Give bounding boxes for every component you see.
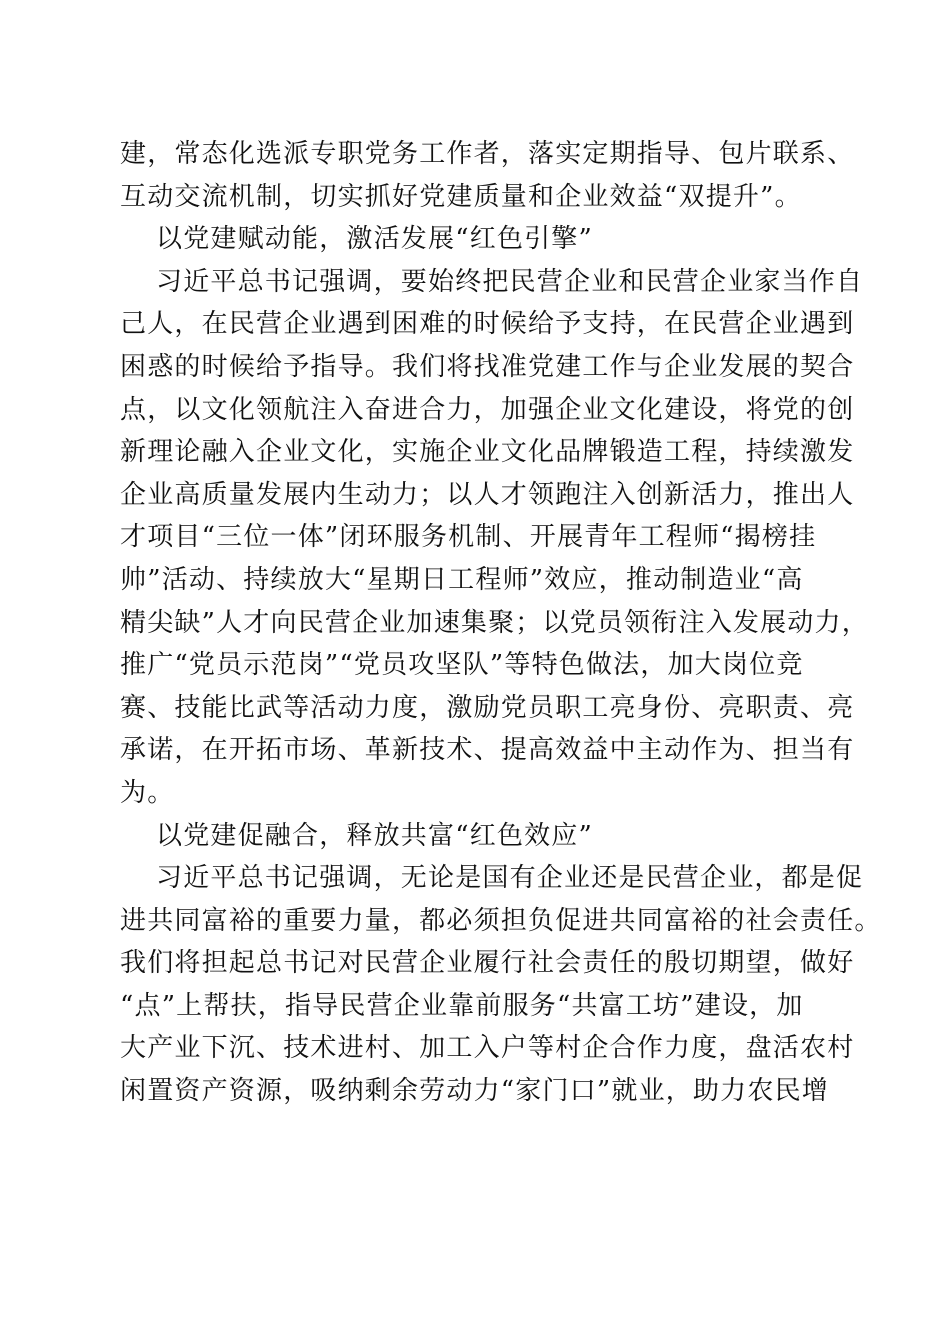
paragraph-line: 大产业下沉、技术进村、加工入户等村企合作力度，盘活农村 <box>120 1033 855 1064</box>
section-heading: 以党建赋动能，激活发展“红色引擎” <box>156 224 593 255</box>
paragraph-line: “点”上帮扶，指导民营企业靠前服务“共富工坊”建设，加 <box>120 990 804 1021</box>
paragraph-line: 我们将担起总书记对民营企业履行社会责任的殷切期望，做好 <box>120 948 855 979</box>
paragraph-line: 困惑的时候给予指导。我们将找准党建工作与企业发展的契合 <box>120 351 855 382</box>
paragraph-line: 才项目“三位一体”闭环服务机制、开展青年工程师“揭榜挂 <box>120 522 817 553</box>
paragraph-line: 精尖缺”人才向民营企业加速集聚；以党员领衔注入发展动力， <box>120 607 869 638</box>
paragraph-line: 新理论融入企业文化，实施企业文化品牌锻造工程，持续激发 <box>120 437 855 468</box>
paragraph-line: 建，常态化选派专职党务工作者，落实定期指导、包片联系、 <box>120 139 855 169</box>
paragraph-line: 己人，在民营企业遇到困难的时候给予支持，在民营企业遇到 <box>120 309 855 340</box>
paragraph-line: 赛、技能比武等活动力度，激励党员职工亮身份、亮职责、亮 <box>120 692 855 723</box>
paragraph-line: 点，以文化领航注入奋进合力，加强企业文化建设，将党的创 <box>120 394 855 425</box>
paragraph-line: 为。 <box>120 777 175 808</box>
paragraph-line: 闲置资产资源，吸纳剩余劳动力“家门口”就业，助力农民增 <box>120 1076 829 1107</box>
paragraph-line: 承诺，在开拓市场、革新技术、提高效益中主动作为、担当有 <box>120 735 855 766</box>
paragraph-line: 企业高质量发展内生动力；以人才领跑注入创新活力，推出人 <box>120 479 855 510</box>
paragraph-line: 进共同富裕的重要力量，都必须担负促进共同富裕的社会责任。 <box>120 905 882 936</box>
section-heading: 以党建促融合，释放共富“红色效应” <box>156 820 593 851</box>
paragraph-line: 推广“党员示范岗”“党员攻坚队”等特色做法，加大岗位竞 <box>120 650 804 681</box>
document-body <box>120 133 882 1113</box>
paragraph-line: 互动交流机制，切实抓好党建质量和企业效益“双提升”。 <box>120 181 802 212</box>
paragraph-line: 习近平总书记强调，无论是国有企业还是民营企业，都是促 <box>156 863 864 894</box>
paragraph-line: 习近平总书记强调，要始终把民营企业和民营企业家当作自 <box>156 266 864 297</box>
paragraph-line: 帅”活动、持续放大“星期日工程师”效应，推动制造业“高 <box>120 564 804 595</box>
